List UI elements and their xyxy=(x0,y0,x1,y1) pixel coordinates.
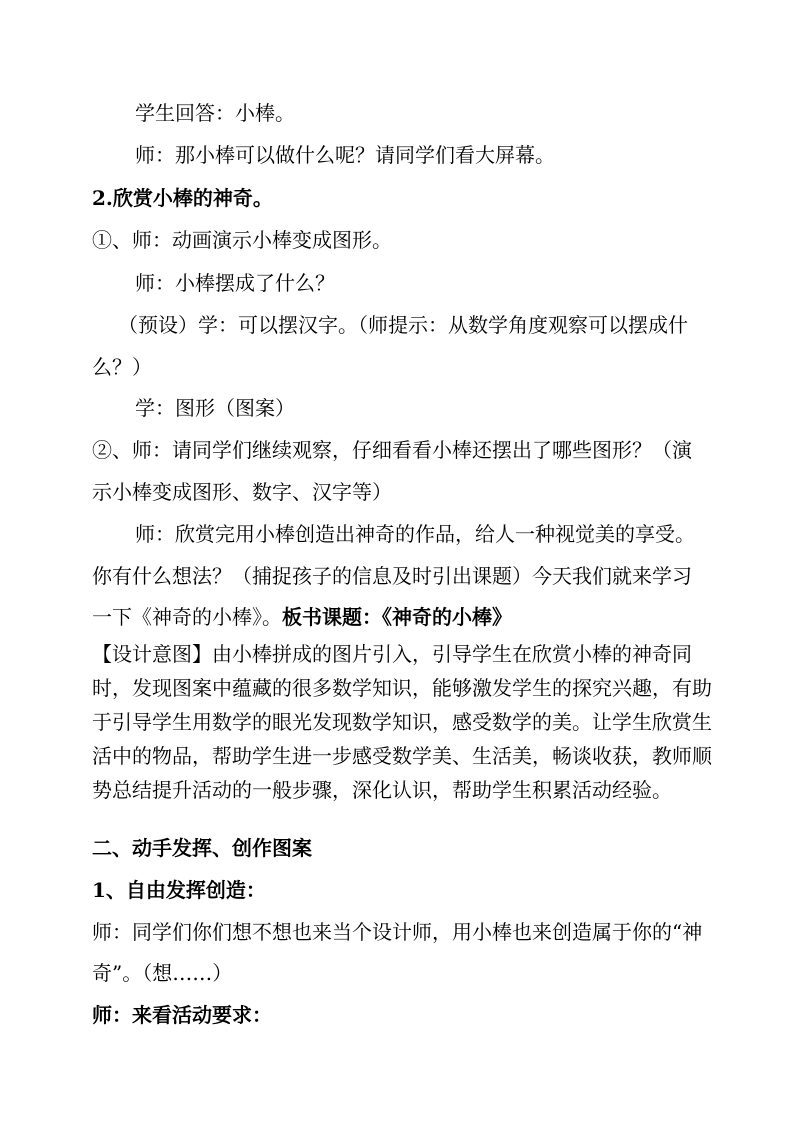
teacher-appreciation-line: 师：欣赏完用小棒创造出神奇的作品，给人一种视觉美的享受。 xyxy=(135,522,695,546)
preset-answer-line: （预设）学：可以摆汉字。（师提示：从数学角度观察可以摆成什 xyxy=(118,313,688,337)
student-shape-line: 学：图形（图案） xyxy=(135,396,295,420)
teacher-invite-line: 师：同学们你们想不想也来当个设计师，用小棒也来创造属于你的“神 xyxy=(92,920,703,944)
preset-answer-continued: 么？） xyxy=(92,355,152,379)
step-one-line: ①、师：动画演示小棒变成图形。 xyxy=(92,228,392,252)
section-heading-create: 二、动手发挥、创作图案 xyxy=(92,836,312,860)
design-intent-paragraph: 【设计意图】由小棒拼成的图片引入，引导学生在欣赏小棒的神奇同时，发现图案中蕴藏的很多数学知识，能够激发学生的探究兴趣，有助于引导学生用数学的眼光发现数学知识，感受数学的美。让学生欣赏生活中的物品，帮助学生进一步感受数学美、生活美，畅谈收获，教师顺势总结提升活动的一般步骤，深化认识，帮助学生积累活动经验。 xyxy=(92,642,712,802)
section-heading-appreciate: 2.欣赏小棒的神奇。 xyxy=(92,186,273,210)
teacher-ask-line: 师：小棒摆成了什么？ xyxy=(135,271,335,295)
lesson-title-line xyxy=(92,602,512,632)
step-two-continued: 示小棒变成图形、数字、汉字等） xyxy=(92,480,392,504)
step-two-line: ②、师：请同学们继续观察，仔细看看小棒还摆出了哪些图形？（演 xyxy=(92,438,692,462)
lesson-intro-text: 一下《神奇的小棒》。 xyxy=(92,605,282,629)
board-title-text: 板书课题：《神奇的小棒》 xyxy=(282,605,512,629)
student-answer-line: 学生回答：小棒。 xyxy=(135,101,295,125)
teacher-invite-continued: 奇”。（想……） xyxy=(92,961,233,985)
teacher-question-line: 师：那小棒可以做什么呢？请同学们看大屏幕。 xyxy=(135,143,555,167)
activity-requirements-line: 师：来看活动要求： xyxy=(92,1003,272,1027)
subheading-free-create: 1、自由发挥创造： xyxy=(92,878,266,902)
teacher-appreciation-continued: 你有什么想法？（捕捉孩子的信息及时引出课题）今天我们就来学习 xyxy=(92,564,692,588)
